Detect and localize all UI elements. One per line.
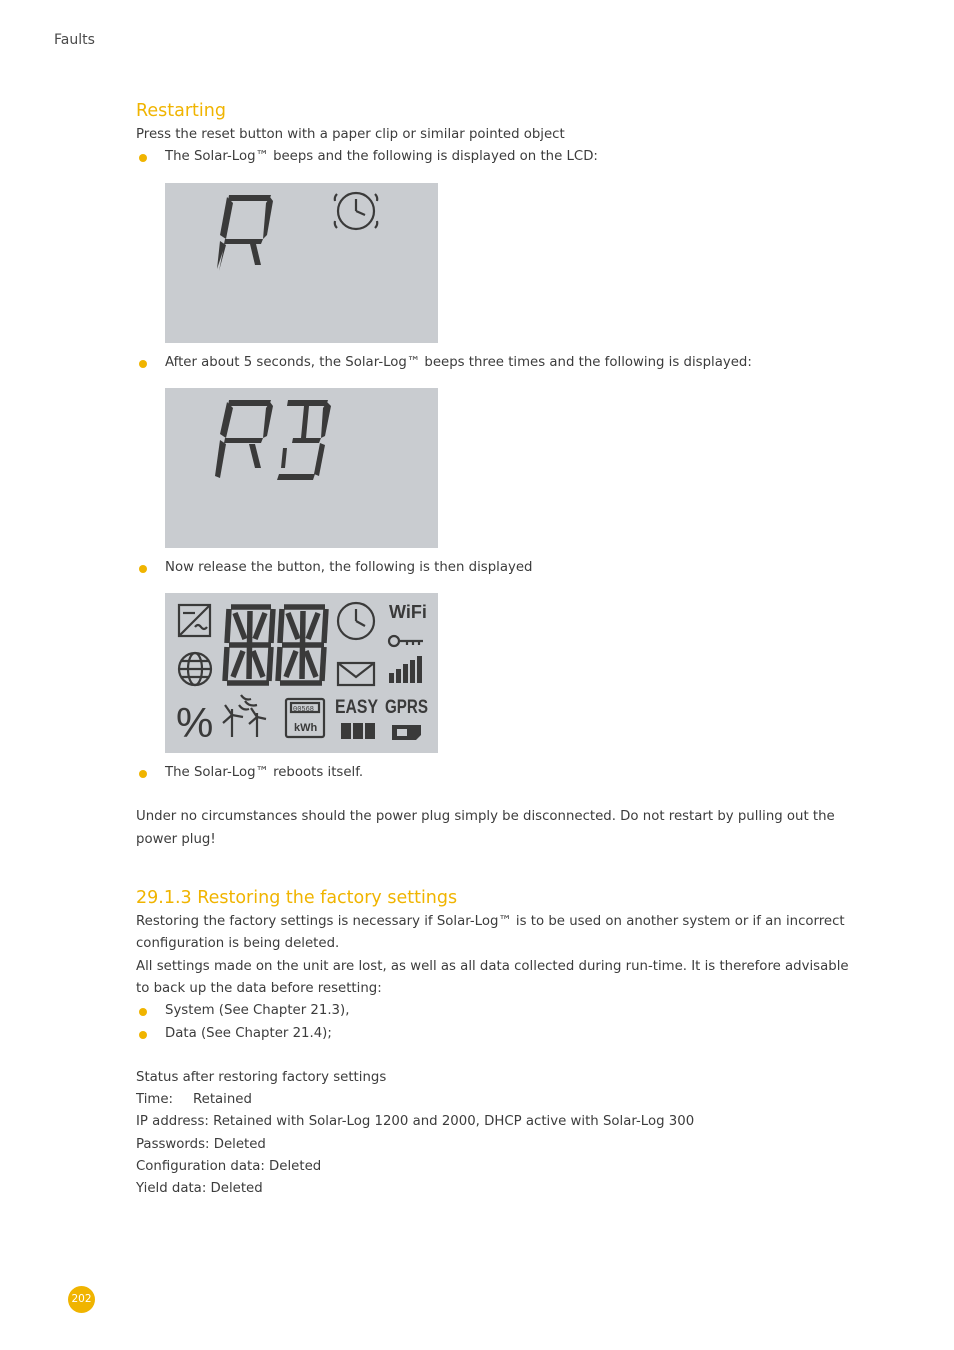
running-header: Faults [54,32,95,48]
lcd-display-r [165,183,438,343]
status-heading: Status after restoring factory settings [136,1069,387,1085]
main-content [136,98,861,1201]
segment-digit-3 [277,400,331,480]
wind-turbine-icon [223,695,266,737]
segment-digit-1 [225,605,273,683]
bullet-release-button: Now release the button, the following is then displayed [136,557,861,579]
page-number-badge: 202 [68,1286,95,1313]
gprs-label: GPRS [385,697,428,719]
restart-intro: Press the reset button with a paper clip or similar pointed object [136,127,565,142]
inverter-icon [179,605,210,636]
globe-icon [179,653,211,685]
bullet-reboots: The Solar-Log™ reboots itself. [136,762,861,784]
factory-paragraph-1: Restoring the factory settings is necessary if Solar-Log™ is to be used on another system or if an incorrect configuration is being deleted. [136,914,845,952]
key-icon [389,636,423,646]
easy-bar-icon [341,723,375,739]
time-value: Retained [193,1092,252,1108]
list-item: System (See Chapter 21.3), [136,1000,861,1022]
status-time [136,1089,861,1111]
energy-meter-icon [286,699,324,737]
section-title-restarting: Restarting [136,101,226,121]
factory-paragraph-2: All settings made on the unit are lost, as well as all data collected during run-time. It is therefore advisable to back up the data before resetting: [136,958,849,996]
status-yield: Yield data: Deleted [136,1181,263,1197]
list-item: Data (See Chapter 21.4); [136,1023,861,1045]
mail-icon [338,663,374,685]
clock-icon [338,603,374,639]
clock-icon [335,193,378,229]
status-passwords: Passwords: Deleted [136,1136,266,1152]
time-label: Time: [136,1092,174,1108]
status-configuration: Configuration data: Deleted [136,1159,322,1175]
segment-digit-2 [278,607,326,683]
percent-symbol: % [176,699,214,747]
segment-letter-r [215,400,273,478]
sim-card-icon [392,725,421,740]
easy-label: EASY [335,697,379,719]
meter-reading: 00568 [293,706,315,715]
lcd-display-r3 [165,388,438,548]
segment-letter-r [217,195,273,271]
status-ip: IP address: Retained with Solar-Log 1200 and 2000, DHCP active with Solar-Log 300 [136,1114,695,1130]
lcd-display-all-segments [165,593,438,753]
bullet-beeps: The Solar-Log™ beeps and the following is displayed on the LCD: [136,146,861,168]
bullet-three-beeps: After about 5 seconds, the Solar-Log™ beeps three times and the following is displayed: [136,352,861,374]
kwh-label: kWh [294,722,318,735]
signal-strength-icon [389,656,422,683]
wifi-label: WiFi [389,602,427,623]
section-title-factory-settings: 29.1.3 Restoring the factory settings [136,888,458,909]
warning-text: Under no circumstances should the power plug simply be disconnected. Do not restart by pulling out the power plug! [136,809,835,847]
